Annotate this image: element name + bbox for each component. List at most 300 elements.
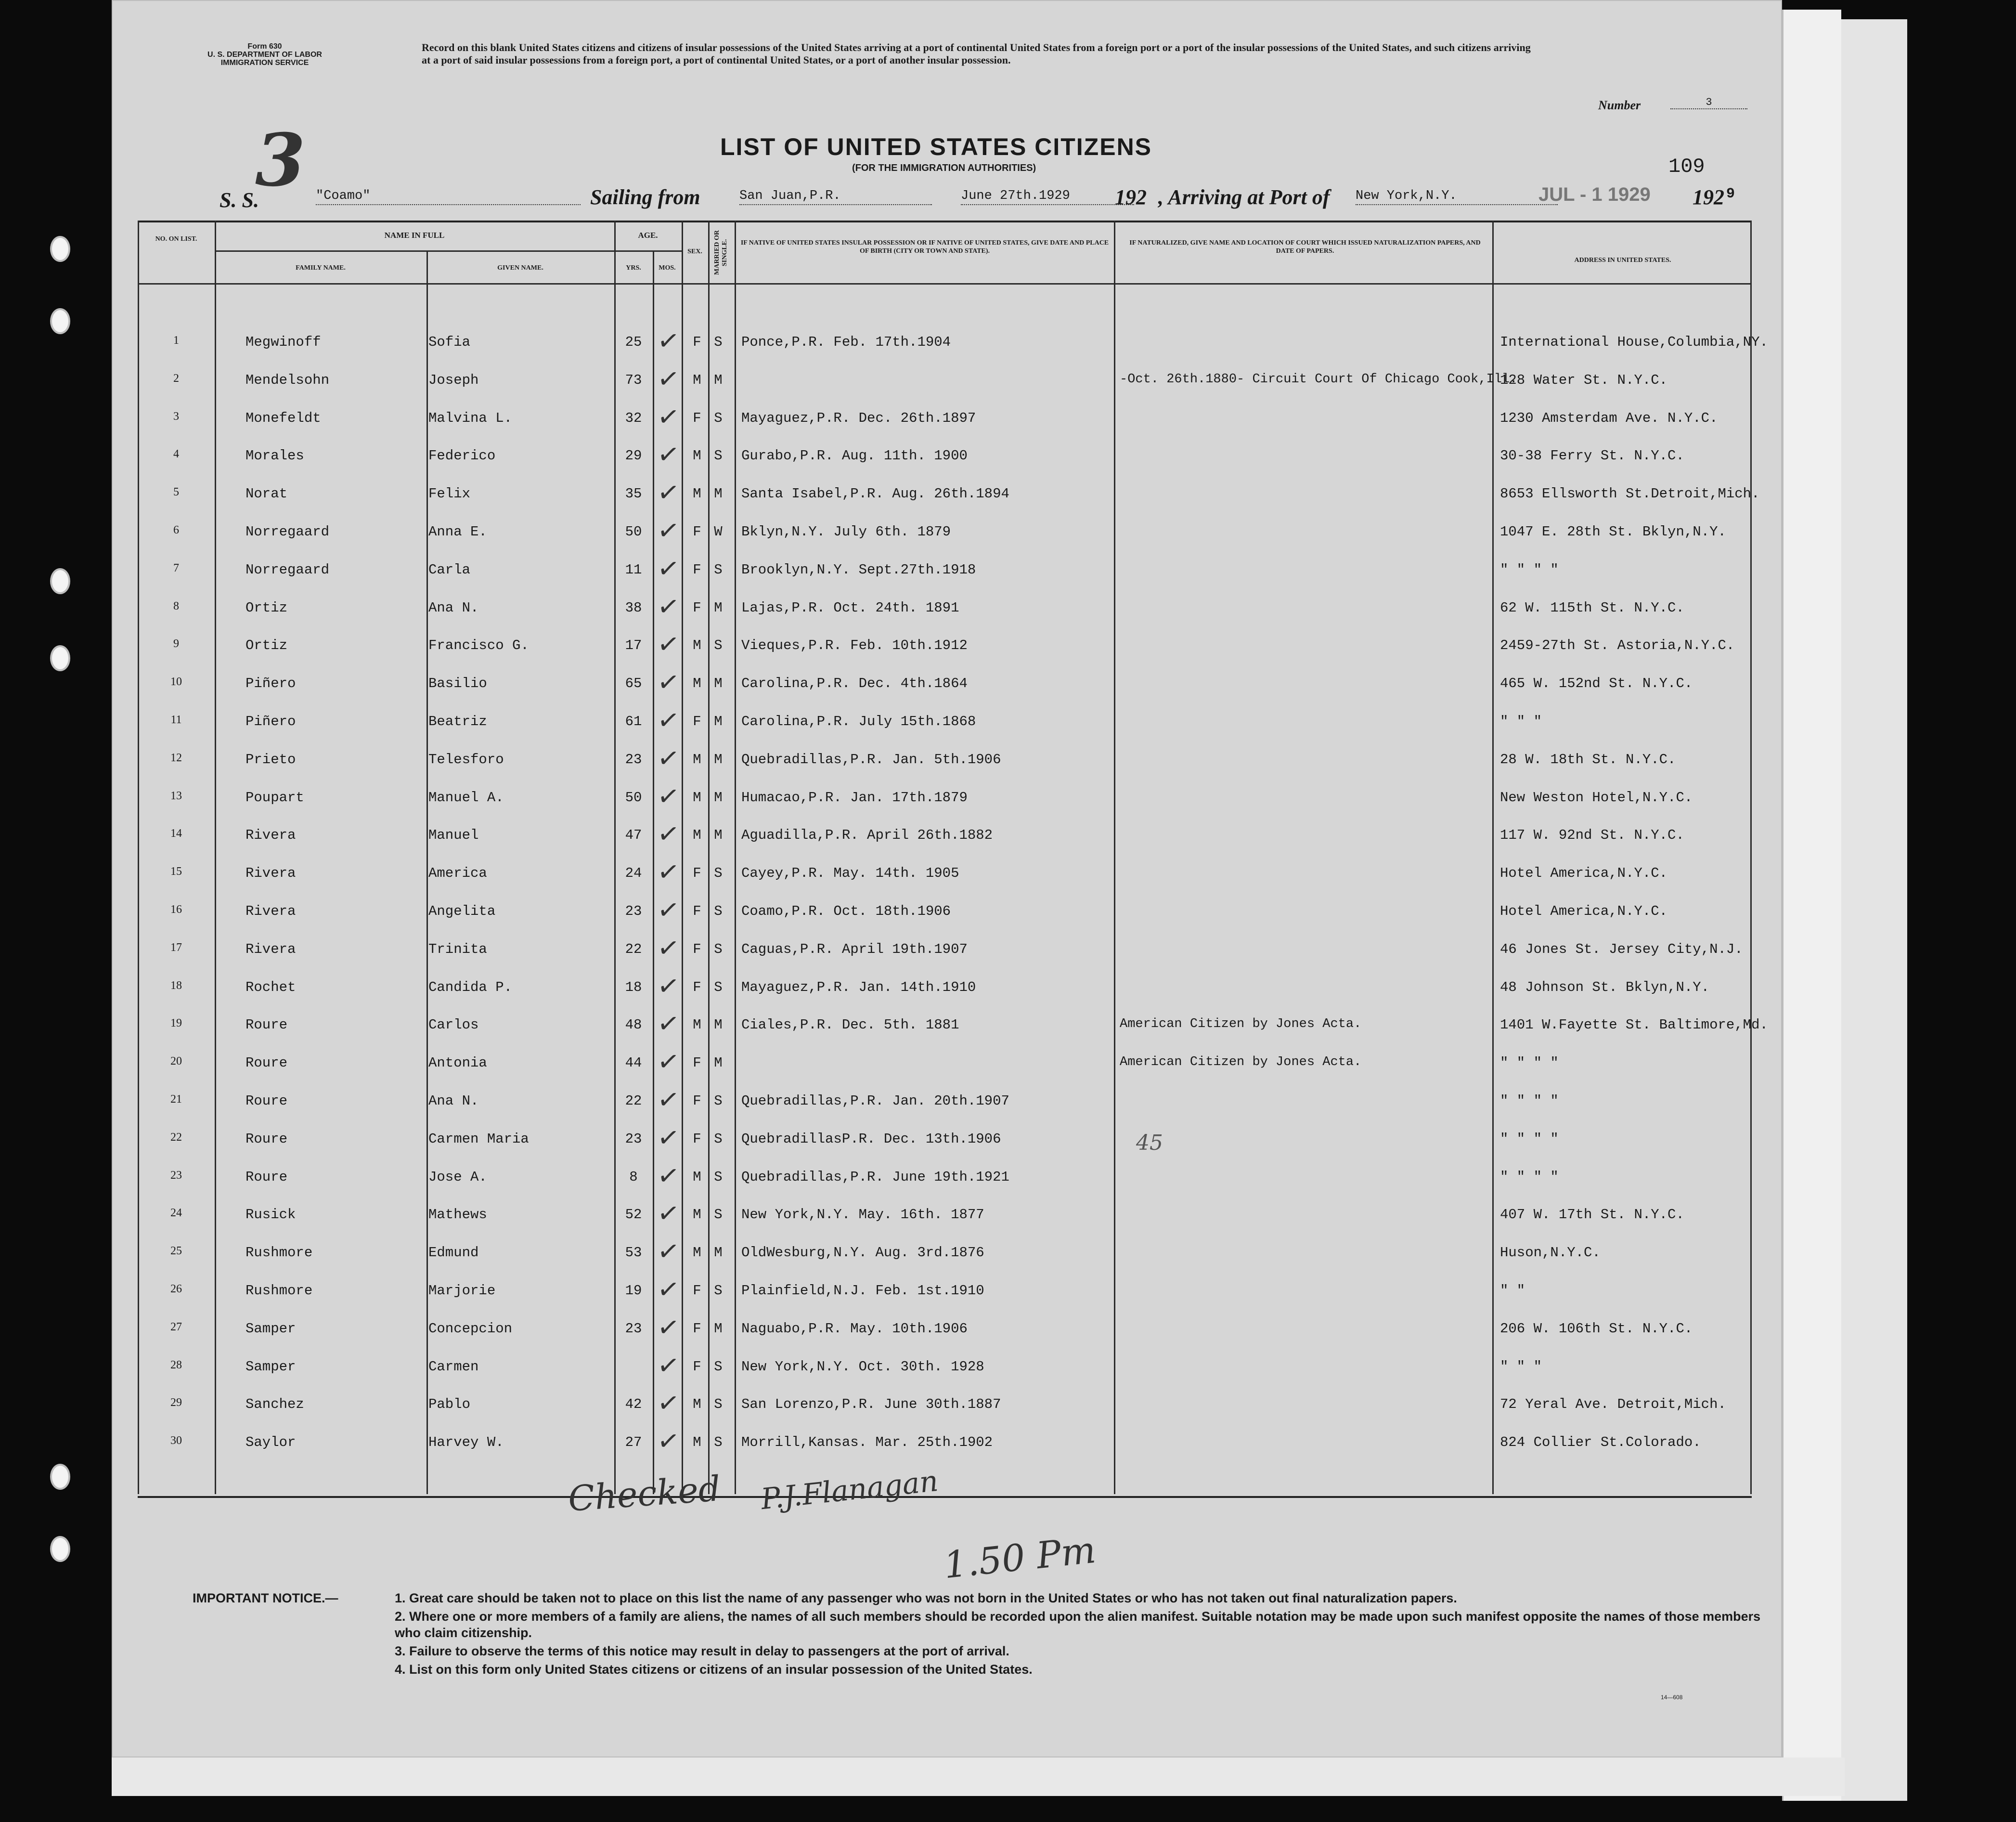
us-address: 206 W. 106th St. N.Y.C.: [1500, 1321, 1693, 1337]
birth-place-date: Morrill,Kansas. Mar. 25th.1902: [741, 1434, 993, 1450]
us-address: " " ": [1500, 1359, 1542, 1375]
marital-status: M: [714, 600, 723, 616]
given-name: America: [428, 865, 487, 881]
marital-status: M: [714, 1321, 723, 1337]
tick-mark: ✓: [655, 742, 682, 775]
age-years: 53: [625, 1245, 642, 1261]
table-row: [138, 400, 1752, 437]
tick-mark: ✓: [655, 476, 682, 509]
family-name: Roure: [246, 1017, 288, 1033]
marital-status: S: [714, 903, 723, 919]
record-instructions: Record on this blank United States citizens and citizens of insular possessions of the United States arriving at a port of continental United States from a foreign port or a port of the insular possessions of the United States, and such citizens arriving at a port of said insular possessions from a foreign port, a port of continental United States, or a port of another insular possession.: [422, 41, 1531, 66]
marital-status: M: [714, 827, 723, 843]
row-number: 23: [170, 1169, 182, 1182]
age-years: 47: [625, 827, 642, 843]
marital-status: S: [714, 1169, 723, 1185]
notice-item: 2. Where one or more members of a family are aliens, the names of all such members should be recorded upon the alien manifest. Suitable notation may be made upon such manifest opposite the names of those members who claim citizenship.: [395, 1609, 1761, 1640]
us-address: 28 W. 18th St. N.Y.C.: [1500, 752, 1676, 768]
marital-status: S: [714, 638, 723, 653]
birth-place-date: Lajas,P.R. Oct. 24th. 1891: [741, 600, 959, 616]
row-number: 12: [170, 752, 182, 764]
us-address: " " " ": [1500, 1055, 1559, 1071]
tick-mark: ✓: [655, 931, 682, 965]
birth-place-date: Vieques,P.R. Feb. 10th.1912: [741, 638, 968, 653]
handwritten-time: 1.50 Pm: [942, 1528, 1098, 1587]
tick-mark: ✓: [655, 855, 682, 889]
family-name: Norregaard: [246, 562, 330, 578]
age-years: 23: [625, 1321, 642, 1337]
given-name: Anna E.: [428, 524, 487, 540]
tick-mark: ✓: [655, 1235, 682, 1268]
marital-status: S: [714, 1131, 723, 1147]
row-number: 19: [170, 1017, 182, 1029]
marital-status: W: [714, 524, 723, 540]
age-years: 19: [625, 1283, 642, 1299]
family-name: Rivera: [246, 827, 296, 843]
header-given-name: GIVEN NAME.: [497, 264, 543, 272]
us-address: International House,Columbia,NY.: [1500, 334, 1768, 350]
punch-hole: [50, 645, 70, 671]
table-row: [138, 1196, 1752, 1234]
row-number: 13: [170, 790, 182, 802]
page-title: LIST OF UNITED STATES CITIZENS: [720, 133, 1152, 160]
punch-hole: [50, 236, 70, 262]
row-number: 27: [170, 1321, 182, 1333]
given-name: Mathews: [428, 1207, 487, 1223]
birth-place-date: New York,N.Y. May. 16th. 1877: [741, 1207, 984, 1223]
age-years: 61: [625, 714, 642, 729]
sex: F: [693, 714, 701, 729]
sex: M: [693, 486, 701, 502]
given-name: Edmund: [428, 1245, 479, 1261]
given-name: Concepcion: [428, 1321, 513, 1337]
marital-status: M: [714, 372, 723, 388]
us-address: 62 W. 115th St. N.Y.C.: [1500, 600, 1684, 616]
row-number: 6: [173, 524, 179, 536]
us-address: 824 Collier St.Colorado.: [1500, 1434, 1701, 1450]
family-name: Saylor: [246, 1434, 296, 1450]
family-name: Rochet: [246, 979, 296, 995]
birth-place-date: Carolina,P.R. July 15th.1868: [741, 714, 976, 729]
birth-place-date: Carolina,P.R. Dec. 4th.1864: [741, 676, 968, 691]
header-family-name: FAMILY NAME.: [296, 264, 346, 272]
age-years: 11: [625, 562, 642, 578]
family-name: Rivera: [246, 865, 296, 881]
given-name: Manuel: [428, 827, 479, 843]
tick-mark: ✓: [655, 400, 682, 434]
age-years: 50: [625, 524, 642, 540]
row-number: 1: [173, 334, 179, 347]
punch-hole: [50, 568, 70, 594]
row-number: 5: [173, 486, 179, 498]
family-name: Samper: [246, 1321, 296, 1337]
marital-status: M: [714, 1055, 723, 1071]
us-address: " ": [1500, 1283, 1525, 1299]
row-number: 20: [170, 1055, 182, 1067]
marital-status: S: [714, 1207, 723, 1223]
age-years: 50: [625, 790, 642, 806]
given-name: Ana N.: [428, 1093, 479, 1109]
tick-mark: ✓: [655, 969, 682, 1003]
sex: M: [693, 372, 701, 388]
table-row: [138, 1044, 1752, 1082]
sex: F: [693, 600, 701, 616]
family-name: Poupart: [246, 790, 304, 806]
header-name-in-full: NAME IN FULL: [384, 231, 445, 240]
sex: F: [693, 334, 701, 350]
us-address: 46 Jones St. Jersey City,N.J.: [1500, 941, 1743, 957]
us-address: 1047 E. 28th St. Bklyn,N.Y.: [1500, 524, 1726, 540]
table-row: [138, 665, 1752, 703]
row-number: 17: [170, 941, 182, 954]
paper-edge-mid: [1782, 10, 1841, 1801]
page-subtitle: (FOR THE IMMIGRATION AUTHORITIES): [852, 163, 1036, 173]
table-row: [138, 437, 1752, 475]
form-number: Form 630: [247, 42, 282, 51]
family-name: Roure: [246, 1055, 288, 1071]
table-row: [138, 931, 1752, 968]
department: U. S. DEPARTMENT OF LABOR: [207, 51, 322, 59]
table-row: [138, 551, 1752, 589]
us-address: New Weston Hotel,N.Y.C.: [1500, 790, 1693, 806]
birth-place-date: OldWesburg,N.Y. Aug. 3rd.1876: [741, 1245, 984, 1261]
age-years: 29: [625, 448, 642, 464]
tick-mark: ✓: [655, 590, 682, 624]
us-address: 407 W. 17th St. N.Y.C.: [1500, 1207, 1684, 1223]
row-number: 28: [170, 1359, 182, 1371]
handwritten-list-number: 3: [255, 118, 306, 203]
given-name: Malvina L.: [428, 410, 513, 426]
birth-place-date: San Lorenzo,P.R. June 30th.1887: [741, 1396, 1001, 1412]
given-name: Sofia: [428, 334, 471, 350]
tick-mark: ✓: [655, 1197, 682, 1230]
punch-hole: [50, 308, 70, 334]
given-name: Manuel A.: [428, 790, 504, 806]
age-years: 44: [625, 1055, 642, 1071]
naturalization-info: -Oct. 26th.1880- Circuit Court Of Chicago Cook,Ill.: [1120, 372, 1518, 387]
year-end-digit: 9: [1726, 186, 1735, 202]
marital-status: S: [714, 1434, 723, 1450]
row-number: 7: [173, 562, 179, 574]
table-row: [138, 1424, 1752, 1461]
row-number: 9: [173, 638, 179, 650]
family-name: Roure: [246, 1169, 288, 1185]
age-years: 27: [625, 1434, 642, 1450]
given-name: Carmen: [428, 1359, 479, 1375]
us-address: 117 W. 92nd St. N.Y.C.: [1500, 827, 1684, 843]
sex: F: [693, 410, 701, 426]
arrival-port: New York,N.Y.: [1356, 189, 1558, 205]
given-name: Joseph: [428, 372, 479, 388]
tick-mark: ✓: [655, 665, 682, 699]
birth-place-date: Ciales,P.R. Dec. 5th. 1881: [741, 1017, 959, 1033]
voyage-line: [220, 185, 1760, 214]
header-yrs: YRS.: [626, 264, 641, 272]
ship-name: "Coamo": [316, 189, 581, 205]
family-name: Mendelsohn: [246, 372, 330, 388]
header-mos: MOS.: [659, 264, 676, 272]
paper-edge-bottom: [112, 1757, 1845, 1796]
us-address: " " " ": [1500, 1093, 1559, 1109]
birth-place-date: Quebradillas,P.R. Jan. 5th.1906: [741, 752, 1001, 768]
sex: F: [693, 1131, 701, 1147]
table-row: [138, 1234, 1752, 1272]
sex: F: [693, 1055, 701, 1071]
row-number: 30: [170, 1434, 182, 1447]
given-name: Angelita: [428, 903, 496, 919]
marital-status: S: [714, 448, 723, 464]
ss-label: S. S.: [220, 188, 259, 212]
us-address: " " " ": [1500, 1131, 1559, 1147]
us-address: " " " ": [1500, 562, 1559, 578]
table-row: [138, 513, 1752, 551]
table-row: [138, 475, 1760, 513]
marital-status: M: [714, 1245, 723, 1261]
row-number: 29: [170, 1396, 182, 1409]
table-row: [138, 627, 1752, 664]
birth-place-date: Caguas,P.R. April 19th.1907: [741, 941, 968, 957]
family-name: Morales: [246, 448, 304, 464]
marital-status: S: [714, 1093, 723, 1109]
sailing-label: Sailing from: [590, 185, 700, 209]
sex: F: [693, 1321, 701, 1337]
age-years: 24: [625, 865, 642, 881]
marital-status: S: [714, 410, 723, 426]
sex: M: [693, 1017, 701, 1033]
row-number: 24: [170, 1207, 182, 1219]
birth-place-date: Bklyn,N.Y. July 6th. 1879: [741, 524, 951, 540]
birth-place-date: Quebradillas,P.R. June 19th.1921: [741, 1169, 1009, 1185]
marital-status: M: [714, 752, 723, 768]
marital-status: S: [714, 941, 723, 957]
row-number: 4: [173, 448, 179, 460]
tick-mark: ✓: [655, 1424, 682, 1458]
age-years: 38: [625, 600, 642, 616]
number-value: 3: [1670, 96, 1747, 109]
us-address: 48 Johnson St. Bklyn,N.Y.: [1500, 979, 1710, 995]
header-sex: SEX.: [687, 248, 702, 255]
table-row: [138, 969, 1752, 1006]
age-years: 23: [625, 752, 642, 768]
row-number: 3: [173, 410, 179, 423]
sex: M: [693, 638, 701, 653]
age-years: 17: [625, 638, 642, 653]
birth-place-date: Ponce,P.R. Feb. 17th.1904: [741, 334, 951, 350]
sailing-date: June 27th.1929: [961, 189, 1134, 205]
us-address: 30-38 Ferry St. N.Y.C.: [1500, 448, 1684, 464]
us-address: " " ": [1500, 714, 1542, 729]
table-row: [138, 1310, 1752, 1348]
sex: M: [693, 1396, 701, 1412]
family-name: Sanchez: [246, 1396, 304, 1412]
given-name: Federico: [428, 448, 496, 464]
table-row: [138, 855, 1752, 892]
age-years: 32: [625, 410, 642, 426]
given-name: Carmen Maria: [428, 1131, 529, 1147]
tick-mark: ✓: [655, 1273, 682, 1306]
table-row: [138, 589, 1752, 627]
table-row: [138, 362, 1752, 399]
given-name: Trinita: [428, 941, 487, 957]
birth-place-date: Brooklyn,N.Y. Sept.27th.1918: [741, 562, 976, 578]
us-address: 1230 Amsterdam Ave. N.Y.C.: [1500, 410, 1718, 426]
given-name: Pablo: [428, 1396, 471, 1412]
punch-hole: [50, 1464, 70, 1490]
row-number: 11: [170, 714, 182, 726]
age-years: 18: [625, 979, 642, 995]
age-years: 35: [625, 486, 642, 502]
row-number: 2: [173, 372, 179, 385]
age-years: 23: [625, 1131, 642, 1147]
print-code: 14—608: [1661, 1694, 1683, 1701]
birth-place-date: Santa Isabel,P.R. Aug. 26th.1894: [741, 486, 1009, 502]
arrival-date-stamp: JUL - 1 1929: [1538, 184, 1651, 205]
year-prefix: 192: [1115, 185, 1147, 209]
us-address: Huson,N.Y.C.: [1500, 1245, 1601, 1261]
family-name: Rushmore: [246, 1245, 313, 1261]
page-number: 109: [1668, 155, 1705, 178]
table-row: [138, 741, 1752, 779]
given-name: Telesforo: [428, 752, 504, 768]
family-name: Roure: [246, 1131, 288, 1147]
handwritten-margin-number: 45: [1136, 1131, 1163, 1155]
given-name: Basilio: [428, 676, 487, 691]
birth-place-date: Plainfield,N.J. Feb. 1st.1910: [741, 1283, 984, 1299]
age-years: 73: [625, 372, 642, 388]
header-no: NO. ON LIST.: [155, 235, 197, 243]
naturalization-info: American Citizen by Jones Acta.: [1120, 1055, 1362, 1069]
sex: M: [693, 1207, 701, 1223]
age-years: 22: [625, 941, 642, 957]
given-name: Felix: [428, 486, 471, 502]
family-name: Norregaard: [246, 524, 330, 540]
table-row: [138, 779, 1752, 817]
table-row: [138, 324, 1768, 361]
age-years: 65: [625, 676, 642, 691]
family-name: Rivera: [246, 903, 296, 919]
sex: F: [693, 524, 701, 540]
punch-hole: [50, 1536, 70, 1562]
family-name: Prieto: [246, 752, 296, 768]
tick-mark: ✓: [655, 1045, 682, 1079]
us-address: 465 W. 152nd St. N.Y.C.: [1500, 676, 1693, 691]
notice-item: 4. List on this form only United States citizens or citizens of an insular possession of the United States.: [395, 1662, 1033, 1677]
us-address: 72 Yeral Ave. Detroit,Mich.: [1500, 1396, 1726, 1412]
given-name: Marjorie: [428, 1283, 496, 1299]
header-age: AGE.: [638, 231, 658, 240]
tick-mark: ✓: [655, 1159, 682, 1193]
birth-place-date: Coamo,P.R. Oct. 18th.1906: [741, 903, 951, 919]
birth-place-date: Humacao,P.R. Jan. 17th.1879: [741, 790, 968, 806]
us-address: " " " ": [1500, 1169, 1559, 1185]
sex: M: [693, 448, 701, 464]
age-years: 23: [625, 903, 642, 919]
birth-place-date: Mayaguez,P.R. Dec. 26th.1897: [741, 410, 976, 426]
us-address: 128 Water St. N.Y.C.: [1500, 372, 1668, 388]
table-row: [138, 1120, 1752, 1158]
us-address: 2459-27th St. Astoria,N.Y.C.: [1500, 638, 1735, 653]
family-name: Monefeldt: [246, 410, 321, 426]
family-name: Piñero: [246, 714, 296, 729]
row-number: 14: [170, 827, 182, 840]
form-info: [164, 42, 366, 67]
table-row: [138, 703, 1752, 741]
notice-label: IMPORTANT NOTICE.—: [193, 1591, 338, 1605]
table-row: [138, 1386, 1752, 1423]
naturalization-info: American Citizen by Jones Acta.: [1120, 1017, 1362, 1031]
sex: M: [693, 1434, 701, 1450]
handwritten-checked: Checked: [567, 1468, 722, 1519]
tick-mark: ✓: [655, 817, 682, 851]
table-row: [138, 1006, 1768, 1044]
given-name: Carla: [428, 562, 471, 578]
marital-status: S: [714, 1396, 723, 1412]
family-name: Rivera: [246, 941, 296, 957]
birth-place-date: Gurabo,P.R. Aug. 11th. 1900: [741, 448, 968, 464]
sailing-port: San Juan,P.R.: [739, 189, 932, 205]
marital-status: M: [714, 1017, 723, 1033]
us-address: 8653 Ellsworth St.Detroit,Mich.: [1500, 486, 1760, 502]
age-years: 48: [625, 1017, 642, 1033]
age-years: 25: [625, 334, 642, 350]
sex: F: [693, 903, 701, 919]
family-name: Ortiz: [246, 600, 288, 616]
sex: M: [693, 827, 701, 843]
marital-status: S: [714, 1359, 723, 1375]
sex: M: [693, 752, 701, 768]
sex: M: [693, 1169, 701, 1185]
header-birth-place: IF NATIVE OF UNITED STATES INSULAR POSSESSION OR IF NATIVE OF UNITED STATES, GIVE DATE AND PLACE OF BIRTH (CITY OR TOWN AND STATE).: [740, 239, 1109, 255]
us-address: Hotel America,N.Y.C.: [1500, 903, 1668, 919]
tick-mark: ✓: [655, 1007, 682, 1041]
sex: M: [693, 676, 701, 691]
given-name: Francisco G.: [428, 638, 529, 653]
sex: M: [693, 790, 701, 806]
age-years: 8: [629, 1169, 638, 1185]
marital-status: S: [714, 562, 723, 578]
row-number: 25: [170, 1245, 182, 1257]
row-number: 15: [170, 865, 182, 878]
given-name: Candida P.: [428, 979, 513, 995]
marital-status: S: [714, 979, 723, 995]
table-row: [138, 1082, 1752, 1120]
tick-mark: ✓: [655, 324, 682, 358]
tick-mark: ✓: [655, 1311, 682, 1344]
notice-item: 3. Failure to observe the terms of this notice may result in delay to passengers at the port of arrival.: [395, 1644, 1009, 1658]
given-name: Beatriz: [428, 714, 487, 729]
age-years: 52: [625, 1207, 642, 1223]
tick-mark: ✓: [655, 1386, 682, 1420]
us-address: 1401 W.Fayette St. Baltimore,Md.: [1500, 1017, 1768, 1033]
family-name: Rushmore: [246, 1283, 313, 1299]
birth-place-date: QuebradillasP.R. Dec. 13th.1906: [741, 1131, 1001, 1147]
family-name: Norat: [246, 486, 288, 502]
given-name: Harvey W.: [428, 1434, 504, 1450]
tick-mark: ✓: [655, 1083, 682, 1117]
family-name: Rusick: [246, 1207, 296, 1223]
marital-status: M: [714, 676, 723, 691]
birth-place-date: Cayey,P.R. May. 14th. 1905: [741, 865, 959, 881]
row-number: 10: [170, 676, 182, 688]
number-label: Number: [1598, 98, 1641, 112]
row-number: 18: [170, 979, 182, 992]
table-row: [138, 1272, 1752, 1310]
tick-mark: ✓: [655, 1349, 682, 1382]
family-name: Samper: [246, 1359, 296, 1375]
birth-place-date: Quebradillas,P.R. Jan. 20th.1907: [741, 1093, 1009, 1109]
arriving-label: , Arriving at Port of: [1158, 185, 1330, 209]
row-number: 21: [170, 1093, 182, 1106]
